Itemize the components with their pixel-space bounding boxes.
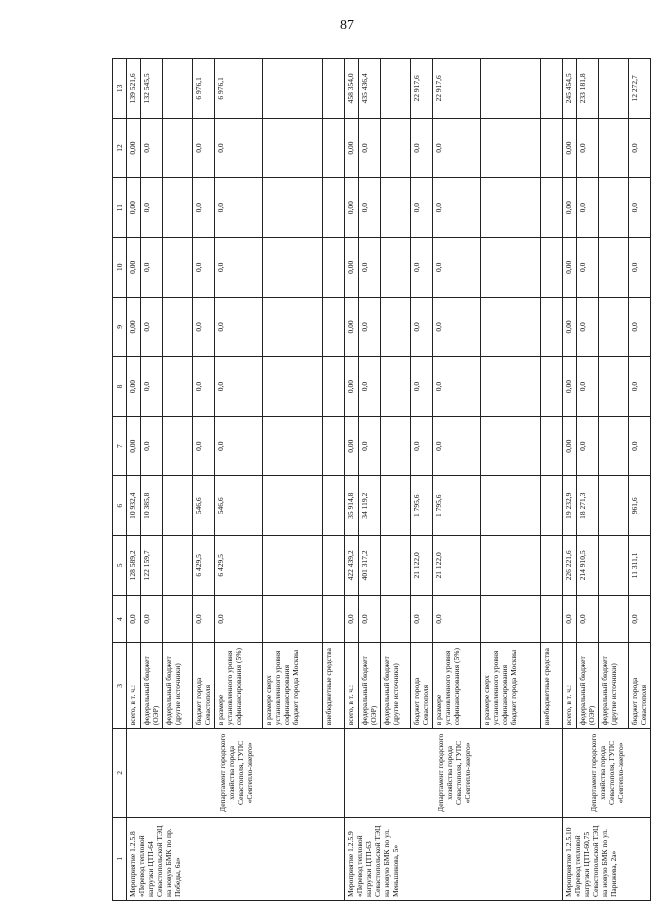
amount-cell (599, 297, 629, 357)
amount-cell: 0,0 (359, 595, 381, 643)
amount-cell: 0,0 (433, 237, 481, 297)
executor-name: Департамент городского хозяйства города Севастополя, ГУПС «Севтепло-энерго» (127, 729, 345, 817)
amount-cell (263, 297, 323, 357)
amount-cell: 0,0 (577, 118, 599, 178)
amount-cell: 0,00 (563, 357, 577, 417)
amount-cell (381, 297, 411, 357)
amount-cell (481, 416, 541, 476)
amount-cell: 435 436,4 (359, 59, 381, 119)
amount-cell (323, 59, 345, 119)
amount-cell (381, 595, 411, 643)
amount-cell: 0,0 (411, 416, 433, 476)
amount-cell: 18 271,3 (577, 476, 599, 536)
amount-cell: 21 122,0 (433, 536, 481, 596)
amount-cell (381, 476, 411, 536)
amount-cell (599, 595, 629, 643)
amount-cell: 10 932,4 (127, 476, 141, 536)
amount-cell: 0,0 (141, 416, 163, 476)
amount-cell (263, 536, 323, 596)
amount-cell (381, 59, 411, 119)
funding-source: в размере сверх установленного уровня софинансирования бюджет города Москвы (263, 643, 323, 729)
amount-cell: 214 910,5 (577, 536, 599, 596)
amount-cell (599, 416, 629, 476)
amount-cell: 0,0 (433, 595, 481, 643)
amount-cell: 0,00 (127, 416, 141, 476)
amount-cell: 0,00 (127, 178, 141, 238)
amount-cell: 139 521,6 (127, 59, 141, 119)
amount-cell (599, 178, 629, 238)
amount-cell: 12 272,7 (629, 59, 651, 119)
amount-cell: 0,0 (215, 595, 263, 643)
funding-table (112, 58, 651, 901)
funding-source: в размере сверх установленного уровня софинансирования бюджет города Москвы (481, 643, 541, 729)
amount-cell: 0,0 (577, 297, 599, 357)
funding-source: бюджет города Севастополя (629, 643, 651, 729)
amount-cell: 0,0 (411, 297, 433, 357)
amount-cell (163, 237, 193, 297)
column-number: 12 (113, 118, 127, 178)
funding-source: бюджет города Севастополя (411, 643, 433, 729)
amount-cell: 0,0 (629, 595, 651, 643)
amount-cell: 245 454,5 (563, 59, 577, 119)
amount-cell (481, 178, 541, 238)
funding-source: всего, в т. ч.: (345, 643, 359, 729)
amount-cell: 0,00 (563, 118, 577, 178)
column-number: 13 (113, 59, 127, 119)
amount-cell (323, 476, 345, 536)
amount-cell (163, 178, 193, 238)
funding-source: бюджет города Севастополя (193, 643, 215, 729)
amount-cell (323, 357, 345, 417)
amount-cell: 0,0 (411, 178, 433, 238)
event-name: Мероприятие 1.2.5.9 «Перевод тепловой нагрузки ЦТП-63 Севастопольской ТЭЦ на новую БМК по ул. Меньшикова, 5» (345, 817, 563, 900)
amount-cell: 0,0 (141, 297, 163, 357)
amount-cell (541, 536, 563, 596)
amount-cell: 0,0 (563, 595, 577, 643)
amount-cell: 0,0 (193, 416, 215, 476)
amount-cell: 6 429,5 (215, 536, 263, 596)
amount-cell (541, 237, 563, 297)
amount-cell (263, 416, 323, 476)
amount-cell: 0,0 (433, 178, 481, 238)
amount-cell: 10 385,8 (141, 476, 163, 536)
amount-cell (163, 59, 193, 119)
table-row (563, 59, 577, 901)
amount-cell: 19 232,9 (563, 476, 577, 536)
amount-cell: 0,00 (345, 118, 359, 178)
amount-cell (381, 237, 411, 297)
amount-cell (599, 476, 629, 536)
amount-cell: 122 159,7 (141, 536, 163, 596)
amount-cell: 0,0 (215, 297, 263, 357)
column-number: 3 (113, 643, 127, 729)
amount-cell: 0,0 (215, 178, 263, 238)
amount-cell (323, 178, 345, 238)
amount-cell: 0,0 (359, 237, 381, 297)
amount-cell: 0,0 (629, 357, 651, 417)
amount-cell: 0,0 (359, 416, 381, 476)
page-number: 87 (340, 18, 354, 33)
amount-cell: 0,0 (127, 595, 141, 643)
amount-cell: 0,0 (141, 357, 163, 417)
amount-cell (599, 536, 629, 596)
amount-cell: 132 545,5 (141, 59, 163, 119)
amount-cell: 0,0 (215, 118, 263, 178)
amount-cell: 0,0 (577, 237, 599, 297)
amount-cell: 458 354,0 (345, 59, 359, 119)
amount-cell: 0,0 (629, 178, 651, 238)
amount-cell (323, 536, 345, 596)
amount-cell: 0,0 (359, 118, 381, 178)
table-region (112, 58, 648, 901)
funding-source: федеральный бюджет (другие источники) (381, 643, 411, 729)
amount-cell: 0,0 (359, 178, 381, 238)
amount-cell: 0,0 (577, 178, 599, 238)
amount-cell (263, 118, 323, 178)
funding-source: в размере установленного уровня софинансирования (5%) (215, 643, 263, 729)
funding-source: всего, в т. ч.: (563, 643, 577, 729)
amount-cell: 0,0 (577, 595, 599, 643)
amount-cell: 0,00 (563, 237, 577, 297)
amount-cell (541, 118, 563, 178)
amount-cell: 0,00 (563, 416, 577, 476)
column-number: 2 (113, 729, 127, 817)
amount-cell (381, 416, 411, 476)
amount-cell: 0,00 (345, 178, 359, 238)
amount-cell: 0,00 (127, 118, 141, 178)
amount-cell: 0,0 (577, 416, 599, 476)
amount-cell: 22 917,6 (433, 59, 481, 119)
amount-cell (599, 118, 629, 178)
amount-cell (541, 357, 563, 417)
amount-cell (599, 59, 629, 119)
amount-cell: 34 119,2 (359, 476, 381, 536)
amount-cell (263, 476, 323, 536)
amount-cell (541, 178, 563, 238)
amount-cell: 1 795,6 (433, 476, 481, 536)
amount-cell (481, 237, 541, 297)
amount-cell (541, 59, 563, 119)
amount-cell: 401 317,2 (359, 536, 381, 596)
amount-cell (541, 476, 563, 536)
column-number: 5 (113, 536, 127, 596)
amount-cell: 0,0 (141, 118, 163, 178)
amount-cell: 0,00 (345, 297, 359, 357)
amount-cell: 0,0 (411, 118, 433, 178)
amount-cell: 0,00 (127, 357, 141, 417)
amount-cell: 0,0 (141, 237, 163, 297)
funding-source: федеральный бюджет (ОЭР) (577, 643, 599, 729)
amount-cell (163, 476, 193, 536)
amount-cell: 0,0 (629, 237, 651, 297)
amount-cell (163, 118, 193, 178)
amount-cell (381, 536, 411, 596)
funding-source: федеральный бюджет (ОЭР) (141, 643, 163, 729)
amount-cell (323, 118, 345, 178)
amount-cell: 21 122,0 (411, 536, 433, 596)
amount-cell: 0,0 (433, 416, 481, 476)
amount-cell: 0,00 (345, 416, 359, 476)
amount-cell: 1 795,6 (411, 476, 433, 536)
event-name: Мероприятие 1.2.5.8 «Перевод тепловой нагрузки ЦТП-64 Севастопольской ТЭЦ на новую БМК по пр. Победы, 6а» (127, 817, 345, 900)
amount-cell: 11 311,1 (629, 536, 651, 596)
funding-source: всего, в т. ч.: (127, 643, 141, 729)
column-number: 6 (113, 476, 127, 536)
amount-cell: 0,0 (193, 357, 215, 417)
amount-cell (263, 357, 323, 417)
funding-source: внебюджетные средства (323, 643, 345, 729)
amount-cell: 0,0 (193, 595, 215, 643)
amount-cell (481, 59, 541, 119)
amount-cell (481, 118, 541, 178)
executor-name: Департамент городского хозяйства города Севастополя, ГУПС «Севтепло-энерго» (563, 729, 651, 817)
funding-source: внебюджетные средства (541, 643, 563, 729)
column-number-row (113, 59, 127, 901)
amount-cell: 0,00 (345, 357, 359, 417)
executor-name: Департамент городского хозяйства города Севастополя, ГУПС «Севтепло-энерго» (345, 729, 563, 817)
amount-cell (323, 416, 345, 476)
table-row (345, 59, 359, 901)
amount-cell: 0,0 (433, 357, 481, 417)
amount-cell: 0,0 (411, 357, 433, 417)
amount-cell: 0,00 (563, 297, 577, 357)
amount-cell: 0,0 (193, 237, 215, 297)
column-number: 7 (113, 416, 127, 476)
amount-cell: 0,0 (629, 297, 651, 357)
amount-cell: 6 429,5 (193, 536, 215, 596)
amount-cell: 6 976,1 (215, 59, 263, 119)
amount-cell (381, 178, 411, 238)
amount-cell: 0,0 (215, 237, 263, 297)
amount-cell: 0,00 (127, 237, 141, 297)
amount-cell (263, 237, 323, 297)
column-number: 11 (113, 178, 127, 238)
amount-cell: 546,6 (215, 476, 263, 536)
amount-cell (381, 357, 411, 417)
amount-cell (481, 595, 541, 643)
amount-cell (163, 595, 193, 643)
amount-cell (541, 595, 563, 643)
amount-cell: 0,0 (433, 118, 481, 178)
amount-cell (163, 416, 193, 476)
amount-cell (481, 297, 541, 357)
amount-cell: 0,0 (629, 118, 651, 178)
event-name: Мероприятие 1.2.5.10 «Перевод тепловой нагрузки ЦТП-60,75 Севастопольской ТЭЦ на новую БМК по ул. Парижева, 2а» (563, 817, 651, 900)
amount-cell (163, 297, 193, 357)
amount-cell (481, 357, 541, 417)
amount-cell: 546,6 (193, 476, 215, 536)
amount-cell: 0,0 (141, 178, 163, 238)
amount-cell: 0,0 (345, 595, 359, 643)
amount-cell: 0,0 (629, 416, 651, 476)
funding-source: в размере установленного уровня софинансирования (5%) (433, 643, 481, 729)
amount-cell: 0,0 (215, 416, 263, 476)
amount-cell: 0,0 (359, 297, 381, 357)
amount-cell: 0,00 (127, 297, 141, 357)
amount-cell: 0,0 (215, 357, 263, 417)
amount-cell (263, 178, 323, 238)
amount-cell: 961,6 (629, 476, 651, 536)
amount-cell: 0,00 (345, 237, 359, 297)
amount-cell: 0,0 (411, 595, 433, 643)
amount-cell (381, 118, 411, 178)
amount-cell (481, 476, 541, 536)
amount-cell (481, 536, 541, 596)
amount-cell (163, 357, 193, 417)
amount-cell: 0,0 (193, 118, 215, 178)
funding-source: федеральный бюджет (другие источники) (599, 643, 629, 729)
table-row (127, 59, 141, 901)
amount-cell: 128 589,2 (127, 536, 141, 596)
column-number: 8 (113, 357, 127, 417)
amount-cell (323, 595, 345, 643)
amount-cell: 0,0 (359, 357, 381, 417)
amount-cell: 0,0 (193, 178, 215, 238)
column-number: 4 (113, 595, 127, 643)
amount-cell (599, 237, 629, 297)
amount-cell (323, 237, 345, 297)
column-number: 9 (113, 297, 127, 357)
amount-cell (541, 416, 563, 476)
rotated-table-container (112, 58, 648, 901)
funding-source: федеральный бюджет (ОЭР) (359, 643, 381, 729)
amount-cell: 0,0 (141, 595, 163, 643)
amount-cell: 0,00 (563, 178, 577, 238)
amount-cell: 0,0 (577, 357, 599, 417)
column-number: 1 (113, 817, 127, 900)
amount-cell (163, 536, 193, 596)
amount-cell: 6 976,1 (193, 59, 215, 119)
amount-cell: 422 439,2 (345, 536, 359, 596)
amount-cell: 226 221,6 (563, 536, 577, 596)
amount-cell: 0,0 (411, 237, 433, 297)
amount-cell (323, 297, 345, 357)
amount-cell (263, 59, 323, 119)
amount-cell: 35 914,8 (345, 476, 359, 536)
column-number: 10 (113, 237, 127, 297)
amount-cell: 233 181,8 (577, 59, 599, 119)
amount-cell (541, 297, 563, 357)
amount-cell: 22 917,6 (411, 59, 433, 119)
funding-source: федеральный бюджет (другие источники) (163, 643, 193, 729)
amount-cell (263, 595, 323, 643)
amount-cell (599, 357, 629, 417)
amount-cell: 0,0 (193, 297, 215, 357)
amount-cell: 0,0 (433, 297, 481, 357)
